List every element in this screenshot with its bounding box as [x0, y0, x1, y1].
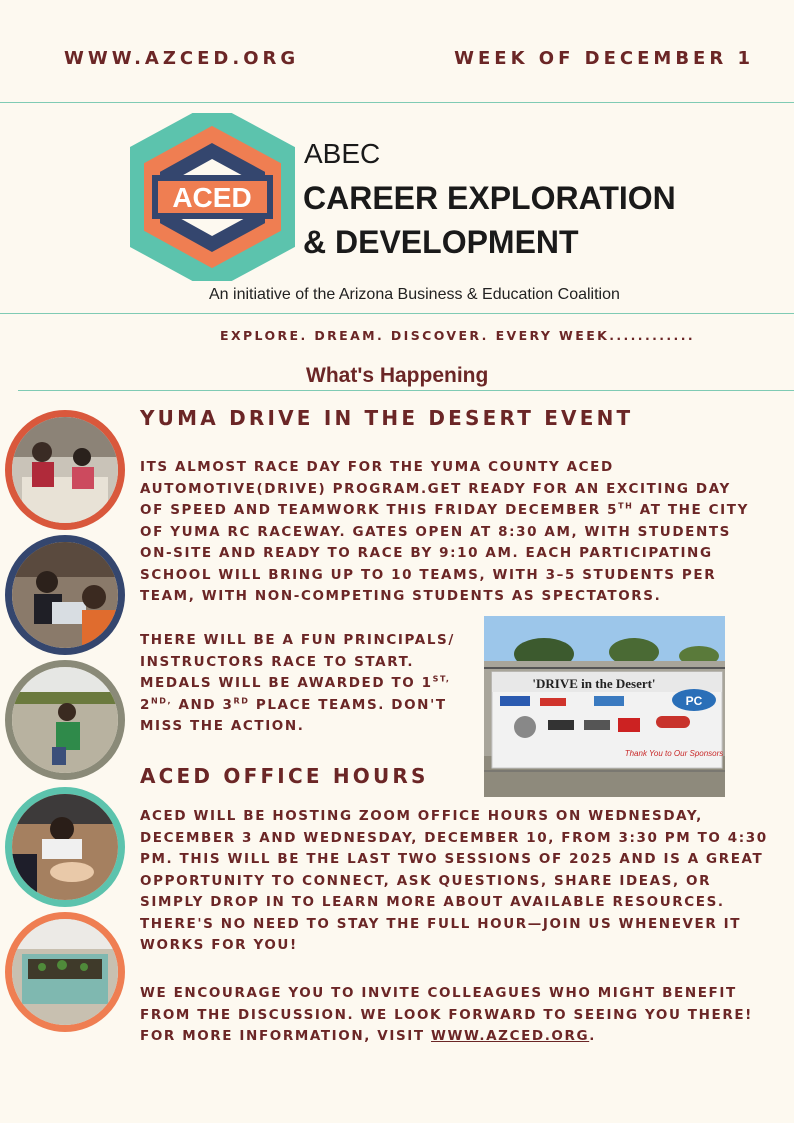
event-paragraph-1-sup: TH: [618, 501, 634, 511]
office-hours-paragraph-1: ACED WILL BE HOSTING ZOOM OFFICE HOURS ON WEDNESDAY, DECEMBER 3 AND WEDNESDAY, DECEMBER 10, FROM 3:30 PM TO 4:30 PM. THIS WILL BE THE LAST TWO SESSIONS OF 2025 AND IS A GREAT OPPORTUNITY TO CONNECT, ASK QUESTIONS, SHARE IDEAS, OR SIMPLY DROP IN TO LEARN MORE ABOUT AVAILABLE RESOURCES. THERE'S NO NEED TO STAY THE FULL HOUR—JOIN US WHENEVER IT WORKS FOR YOU!: [140, 808, 768, 953]
office-hours-paragraph-2-end: .: [589, 1028, 596, 1044]
banner-sponsor-tile-7: [618, 718, 640, 732]
banner-sponsor-tile-3: [594, 696, 624, 706]
event-paragraph-2-text-2: 2: [140, 696, 151, 713]
banner-sponsor-tile-2: [540, 698, 566, 706]
office-hours-paragraph-2-text: WE ENCOURAGE YOU TO INVITE COLLEAGUES WHO MIGHT BENEFIT FROM THE DISCUSSION. WE LOOK FORWARD TO SEEING YOU THERE! FOR MORE INFORMATION, VISIT: [140, 985, 753, 1044]
header-divider: [0, 102, 794, 103]
photo-circle-laptop-students: [5, 535, 125, 655]
website-header[interactable]: WWW.AZCED.ORG: [64, 48, 300, 69]
banner-sponsor-tile-1: [500, 696, 530, 706]
drive-in-desert-photo: [484, 616, 725, 797]
section-heading: What's Happening: [306, 364, 489, 387]
photo-circle-students-table: [5, 410, 125, 530]
office-hours-title: ACED OFFICE HOURS: [140, 764, 429, 788]
logo-tagline: An initiative of the Arizona Business & Education Coalition: [209, 286, 620, 303]
logo-title-line1: CAREER EXPLORATION: [303, 180, 676, 216]
banner-sponsor-tile-4: [514, 716, 536, 738]
office-hours-paragraph-2: [140, 983, 768, 1048]
aced-logo: [130, 113, 295, 281]
event-paragraph-2-text: THERE WILL BE A FUN PRINCIPALS/ INSTRUCTORS RACE TO START. MEDALS WILL BE AWARDED TO 1: [140, 632, 455, 691]
event-paragraph-2: [140, 630, 460, 738]
event-paragraph-2-sup-1: ST,: [432, 674, 451, 684]
section-divider: [18, 390, 794, 391]
banner-thanks: Thank You to Our Sponsors: [624, 749, 724, 758]
banner-title: 'DRIVE in the Desert': [532, 676, 656, 691]
event-paragraph-2-sup-3: RD: [233, 696, 250, 705]
event-paragraph-1-text-cont: AT THE CITY OF YUMA RC RACEWAY. GATES OPEN AT 8:30 AM, WITH STUDENTS ON-SITE AND READY TO RACE BY 9:10 AM. EACH PARTICIPATING SCHOOL WILL BRING UP TO 10 TEAMS, WITH 3–5 STUDENTS PER TEAM, WITH NON-COMPETING STUDENTS AS SPECTATORS.: [140, 502, 749, 604]
event-paragraph-1-text: ITS ALMOST RACE DAY FOR THE YUMA COUNTY ACED AUTOMOTIVE(DRIVE) PROGRAM.GET READY FOR AN EXCITING DAY OF SPEED AND TEAMWORK THIS FRIDAY DECEMBER 5: [140, 459, 731, 518]
banner-logo-text: PC: [685, 694, 703, 708]
website-link[interactable]: WWW.AZCED.ORG: [431, 1028, 590, 1044]
banner-sponsor-tile-8: [656, 716, 690, 728]
logo-org-short: ABEC: [304, 138, 381, 169]
logo-divider: [0, 313, 794, 314]
photo-circle-cpr-training: [5, 787, 125, 907]
photo-circle-outdoor-student: [5, 660, 125, 780]
logo-title-line2: & DEVELOPMENT: [303, 224, 579, 260]
svg-text:ACED: ACED: [172, 182, 252, 213]
week-header: WEEK OF DECEMBER 1: [454, 48, 754, 69]
event-title: YUMA DRIVE IN THE DESERT EVENT: [140, 406, 634, 430]
event-paragraph-2-text-3: AND 3: [172, 696, 234, 713]
banner-sponsor-tile-5: [548, 720, 574, 730]
aced-hexagon-icon: [130, 113, 295, 281]
photo-circle-garden-bed: [5, 912, 125, 1032]
event-paragraph-1: [140, 457, 760, 608]
banner-sponsor-tile-6: [584, 720, 610, 730]
event-paragraph-2-sup-2: ND,: [151, 696, 173, 705]
event-paragraph-2-text-4: PLACE TEAMS. DON'T MISS THE ACTION.: [140, 696, 447, 734]
motto: EXPLORE. DREAM. DISCOVER. EVERY WEEK............: [220, 328, 695, 343]
